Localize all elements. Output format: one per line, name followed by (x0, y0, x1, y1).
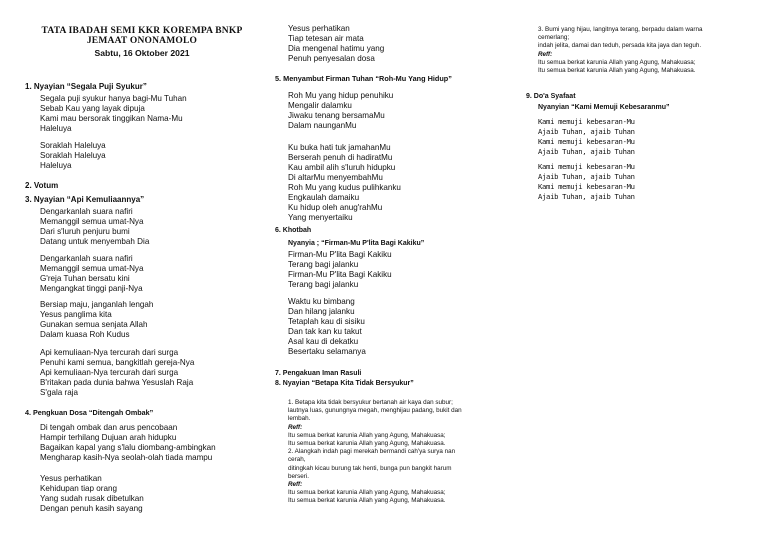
lyric-line: Dengarkanlah suara nafiri (40, 207, 133, 216)
lyric-line: Memanggil semua umat-Nya (40, 264, 144, 273)
lyric-line: Kami memuji kebesaran-Mu (538, 117, 635, 126)
lyric-line: Itu semua berkat karunia Allah yang Agung, Mahakuasa. (288, 497, 446, 505)
lyric-line: Sebab Kau yang layak dipuja (40, 104, 145, 113)
reff-label: Reff: (538, 50, 553, 58)
lyric-line: Firman-Mu P'lita Bagi Kakiku (288, 270, 392, 279)
lyric-line: Roh Mu yang hidup penuhiku (288, 91, 394, 100)
section-5-verse-2 (288, 143, 401, 223)
lyric-line: Itu semua berkat karunia Allah yang Agung, Mahakuasa. (288, 440, 446, 448)
section-4-heading: 4. Pengkuan Dosa “Ditengah Ombak” (25, 408, 154, 417)
lyric-line: Api kemuliaan-Nya tercurah dari surga (40, 348, 179, 357)
lyric-line: Kami memuji kebesaran-Mu (538, 182, 635, 191)
lyric-line: Kami memuji kebesaran-Mu (538, 137, 635, 146)
section-8-heading: 8. Nyayian “Betapa Kita Tidak Bersyukur” (275, 380, 414, 387)
document-date: Sabtu, 16 Oktober 2021 (94, 48, 190, 58)
lyric-line: Yang menyertaiku (288, 213, 353, 222)
lyric-line: Api kemuliaan-Nya tercurah dari surga (40, 368, 179, 377)
lyric-line: Ku buka hati tuk jamahanMu (288, 143, 391, 152)
section-4-verse-3 (288, 24, 384, 64)
lyric-line: Yesus panglima kita (40, 310, 112, 319)
lyric-line: Kami memuji kebesaran-Mu (538, 162, 635, 171)
lyric-line: Di altarMu menyembahMu (288, 173, 383, 182)
lyric-line: Yang sudah rusak dibetulkan (40, 494, 144, 503)
section-9-verse-2 (538, 162, 635, 202)
lyric-line: Ajaib Tuhan, ajaib Tuhan (538, 172, 635, 181)
lyric-line: Soraklah Haleluya (40, 141, 106, 150)
section-6-heading: 6. Khotbah (275, 227, 312, 234)
lyric-line: Mengharap kasih-Nya seolah-olah tiada mampu (40, 453, 213, 462)
lyric-line: Dia mengenal hatimu yang (288, 44, 385, 53)
section-6-verse-1 (288, 250, 392, 290)
lyric-line: Penuhi kami semua, bangkitlah gereja-Nya (40, 358, 195, 367)
lyric-line: lautnya luas, gunungnya megah, menghijau padang, bukit dan (288, 407, 462, 415)
section-9-subheading: Nyanyian “Kami Memuji Kebesaranmu” (538, 104, 670, 111)
lyric-line: Terang bagi jalanku (288, 280, 359, 289)
section-8-body (288, 399, 462, 506)
section-7-heading: 7. Pengakuan Iman Rasuli (275, 370, 362, 377)
lyric-line: cemerlang; (538, 34, 570, 42)
lyric-line: Dalam kuasa Roh Kudus (40, 330, 130, 339)
lyric-line: 2. Alangkah indah pagi merekah bermandi cah'ya surya nan (288, 448, 456, 456)
document-title-line2: JEMAAT ONONAMOLO (86, 36, 198, 46)
section-3-verse-1 (40, 207, 149, 247)
section-4-verse-1 (40, 423, 216, 463)
lyric-line: Hampir terhilang Dujuan arah hidupku (40, 433, 177, 442)
section-6-subheading: Nyanyia ; “Firman-Mu P'lita Bagi Kakiku” (288, 240, 425, 247)
reff-label: Reff: (288, 423, 303, 431)
lyric-line: 3. Bumi yang hijau, langitnya terang, berpadu dalam warna (538, 26, 703, 33)
lyric-line: Bagaikan kapal yang s'lalu diombang-ambingkan (40, 443, 216, 452)
lyric-line: Dan tak kan ku takut (288, 327, 362, 336)
lyric-line: Yesus perhatikan (40, 474, 102, 483)
lyric-line: Besertaku selamanya (288, 347, 366, 356)
section-4-verse-2 (40, 474, 144, 514)
lyric-line: Kehidupan tiap orang (40, 484, 117, 493)
lyric-line: Dalam naunganMu (288, 121, 357, 130)
section-1-verse-1 (40, 94, 187, 134)
section-3-verse-3 (40, 300, 153, 340)
lyric-line: Mengangkat tinggi panji-Nya (40, 284, 143, 293)
lyric-line: Itu semua berkat karunia Allah yang Agung, Mahakuasa. (538, 67, 696, 75)
lyric-line: Haleluya (40, 161, 72, 170)
lyric-line: indah jelita, damai dan teduh, persada kita jaya dan teguh. (538, 42, 702, 50)
lyric-line: Tetaplah kau di sisiku (288, 317, 365, 326)
lyric-line: ditingkah kicau burung tak henti, bunga pun bangkit harum (288, 464, 452, 472)
lyric-line: Soraklah Haleluya (40, 151, 106, 160)
lyric-line: berseri. (288, 472, 309, 480)
lyric-line: Dengarkanlah suara nafiri (40, 254, 133, 263)
lyric-line: Asal kau di dekatku (288, 337, 359, 346)
lyric-line: Ajaib Tuhan, ajaib Tuhan (538, 147, 635, 156)
lyric-line: Engkaulah damaiku (288, 193, 360, 202)
lyric-line: Terang bagi jalanku (288, 260, 359, 269)
section-1-heading: 1. Nyayian “Segala Puji Syukur” (25, 82, 147, 91)
lyric-line: Waktu ku bimbang (288, 297, 355, 306)
lyric-line: Dari s'luruh penjuru bumi (40, 227, 130, 236)
section-5-heading: 5. Menyambut Firman Tuhan “Roh-Mu Yang Hidup” (275, 74, 452, 83)
lyric-line: Penuh penyesalan dosa (288, 54, 375, 63)
lyric-line: Dan hilang jalanku (288, 307, 355, 316)
section-3-verse-4 (40, 348, 194, 398)
section-1-verse-2 (40, 141, 106, 171)
lyric-line: cerah, (288, 456, 306, 464)
lyric-line: Yesus perhatikan (288, 24, 350, 33)
lyric-line: B'ritakan pada dunia bahwa Yesuslah Raja (40, 378, 194, 387)
lyric-line: Itu semua berkat karunia Allah yang Agung, Mahakuasa; (288, 431, 446, 439)
lyric-line: Mengalir dalamku (288, 101, 352, 110)
lyric-line: Roh Mu yang kudus pulihkanku (288, 183, 401, 192)
lyric-line: lembah. (288, 415, 311, 423)
section-5-verse-1 (288, 91, 393, 131)
lyric-line: Segala puji syukur hanya bagi-Mu Tuhan (40, 94, 187, 103)
lyric-line: Itu semua berkat karunia Allah yang Agung, Mahakuasa; (538, 58, 696, 66)
lyric-line: Ku hidup oleh anug'rahMu (288, 203, 383, 212)
lyric-line: Di tengah ombak dan arus pencobaan (40, 423, 178, 432)
lyric-line: Bersiap maju, janganlah lengah (40, 300, 154, 309)
lyric-line: Kau ambil alih s'luruh hidupku (288, 163, 396, 172)
lyric-line: S'gala raja (40, 388, 78, 397)
lyric-line: Firman-Mu P'lita Bagi Kakiku (288, 250, 392, 259)
section-3-heading: 3. Nyayian “Api Kemuliaannya” (25, 195, 145, 204)
lyric-line: Gunakan semua senjata Allah (40, 320, 148, 329)
lyric-line: Jiwaku tenang bersamaMu (288, 111, 385, 120)
lyric-line: Memanggil semua umat-Nya (40, 217, 144, 226)
lyric-line: Ajaib Tuhan, ajaib Tuhan (538, 127, 635, 136)
section-6-verse-2 (288, 297, 366, 357)
document-title-line1: TATA IBADAH SEMI KKR KOREMPA BNKP (41, 26, 243, 36)
lyric-line: Itu semua berkat karunia Allah yang Agung, Mahakuasa; (288, 489, 446, 497)
section-2-heading: 2. Votum (25, 181, 59, 190)
lyric-line: 1. Betapa kita tidak bersyukur bertanah air kaya dan subur; (288, 399, 453, 406)
lyric-line: Ajaib Tuhan, ajaib Tuhan (538, 192, 635, 201)
lyric-line: Berserah penuh di hadiratMu (288, 153, 393, 162)
lyric-line: Haleluya (40, 124, 72, 133)
section-9-heading: 9. Do'a Syafaat (526, 93, 576, 100)
lyric-line: Kami mau bersorak tinggikan Nama-Mu (40, 114, 183, 123)
lyric-line: G'reja Tuhan bersatu kini (40, 274, 130, 283)
lyric-line: Dengan penuh kasih sayang (40, 504, 143, 513)
lyric-line: Datang untuk menyembah Dia (40, 237, 150, 246)
section-8-verse-3 (538, 26, 703, 75)
section-3-verse-2 (40, 254, 143, 294)
lyric-line: Tiap tetesan air mata (288, 34, 364, 43)
reff-label: Reff: (288, 481, 303, 489)
section-9-verse-1 (538, 117, 635, 157)
